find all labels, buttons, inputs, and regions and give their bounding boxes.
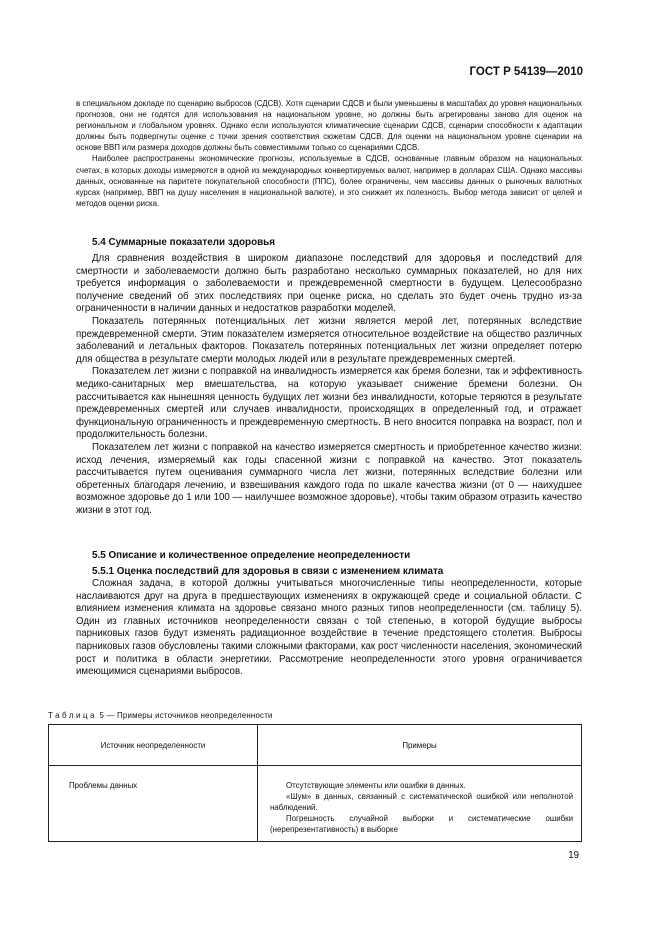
section-5-4-body <box>76 253 582 517</box>
body-paragraph: Показателем лет жизни с поправкой на инвалидность измеряется как бремя болезни, так и эффективность медико-санитарных мер вмешательства, на которую указывает снижение бремени болезни. Он рассчитывается как нынешняя ценность будущих лет жизни без инвалидности, которые теряются в результате преждевременных смертей или случаев инвалидности, происходящих в определенный год, и отражает функциональную ограниченность и преждевременную смертность. В него вносится поправка на возраст, пол и продолжительность болезни. <box>76 366 582 441</box>
section-5-5-title: 5.5 Описание и количественное определение неопределенности <box>92 550 411 561</box>
table-caption <box>48 711 273 720</box>
table-header-source: Источник неопределенности <box>49 725 258 766</box>
body-paragraph: Сложная задача, в которой должны учитываться многочисленные типы неопределенности, которые наслаиваются друг на друга в предшествующих изменениях в окружающей среде и социальной области. С влиянием изменения климата на здоровье связано много разных типов неопределенности (см. таблицу 5). Один из главных источников неопределенности связан с той степенью, в которой будущие выбросы парниковых газов будут изменять радиационное воздействие в течение предстоящего столетия. Выбросы парниковых газов обусловлены такими сложными факторами, как рост численности населения, экономический рост и политика в области энергетики. Рассмотрение неопределенности этого уровня ограничивается имеющимися сценариями выбросов. <box>76 578 582 678</box>
table-row <box>49 766 582 842</box>
table-caption-word: Таблица <box>48 711 98 720</box>
example-item: Погрешность случайной выборки и систематические ошибки (нерепрезентативность) в выборке <box>270 814 573 834</box>
section-5-4-title: 5.4 Суммарные показатели здоровья <box>92 237 276 248</box>
intro-paragraph: Наиболее распространены экономические прогнозы, используемые в СДСВ, основанные главным образом на национальных счетах, в которых доходы измеряются в одной из международных конвертируемых валют, например в долларах США. Однако массивы данных, основанные на паритете покупательной способности (ППС), более ограничены, чем массивы данных о рыночных валютных курсах (например, ВВП на душу населения в национальной валюте), и это снижает их полезность. Выбор метода зависит от целей и методов оценки риска. <box>76 154 582 208</box>
table-cell-source: Проблемы данных <box>49 766 258 842</box>
table-caption-text: 5 — Примеры источников неопределенности <box>99 711 273 720</box>
section-5-5-1-title: 5.5.1 Оценка последствий для здоровья в связи с изменением климата <box>92 566 444 577</box>
table-cell-examples <box>258 766 582 842</box>
table-header-examples: Примеры <box>258 725 582 766</box>
document-code: ГОСТ Р 54139—2010 <box>469 66 583 78</box>
page-number: 19 <box>568 850 579 861</box>
intro-paragraph: в специальном докладе по сценарию выбросов (СДСВ). Хотя сценарии СДСВ и были уменьшены в масштабах до уровня национальных прогнозов, они не годятся для использования на национальном уровне, но должны быть агрегированы заново для оценок на региональном и глобальном уровнях. Однако если используются климатические сценарии СДСВ, сценарии способности к адаптации должны быть подвергнуты оценке с точки зрения соответствия сюжетам СДСВ. Для оценки на национальном уровне сценарии на основе ВВП или размера доходов должны быть совместимыми только со сценариями СДСВ. <box>76 99 582 153</box>
section-5-5-body <box>76 578 582 679</box>
example-item: Отсутствующие элементы или ошибки в данных. <box>286 781 466 790</box>
body-paragraph: Показатель потерянных потенциальных лет жизни является мерой лет, потерянных вследствие преждевременной смерти. Этим показателем измеряется относительное воздействие на общество различных заболеваний и летальных факторов. Показатель потерянных потенциальных лет жизни определяет потерю для общества в результате смерти молодых людей или в результате преждевременных смертей. <box>76 315 582 365</box>
uncertainty-table <box>48 724 582 842</box>
intro-small-text <box>76 98 582 209</box>
example-item: «Шум» в данных, связанный с систематической ошибкой или неполнотой наблюдений. <box>270 792 573 812</box>
body-paragraph: Показателем лет жизни с поправкой на качество измеряется смертность и приобретенное качество жизни: исход лечения, измеряемый как годы спасенной жизни с поправкой на качество. Этот показатель рассчитывается путем оценивания суммарного числа лет жизни, потерянных вследствие болезни или обретенных благодаря лечению, и взвешивания каждого года по шкале качества жизни (от 0 — наихудшее возможное здоровье до 1 или 100 — наилучшее возможное здоровье), чтобы таким образом отразить качество жизни в этот год. <box>76 441 582 516</box>
table-header-row <box>49 725 582 766</box>
body-paragraph: Для сравнения воздействия в широком диапазоне последствий для здоровья и последствий для смертности и заболеваемости должно быть разработано несколько суммарных показателей, но для них требуется информация о заболеваемости и преждевременной смертности в будущем. Целесообразно получение сведений об этих последствиях при оценке риска, но сделать это будет очень трудно из-за ограниченности в наличии данных и недостатков разработки моделей. <box>76 253 582 315</box>
